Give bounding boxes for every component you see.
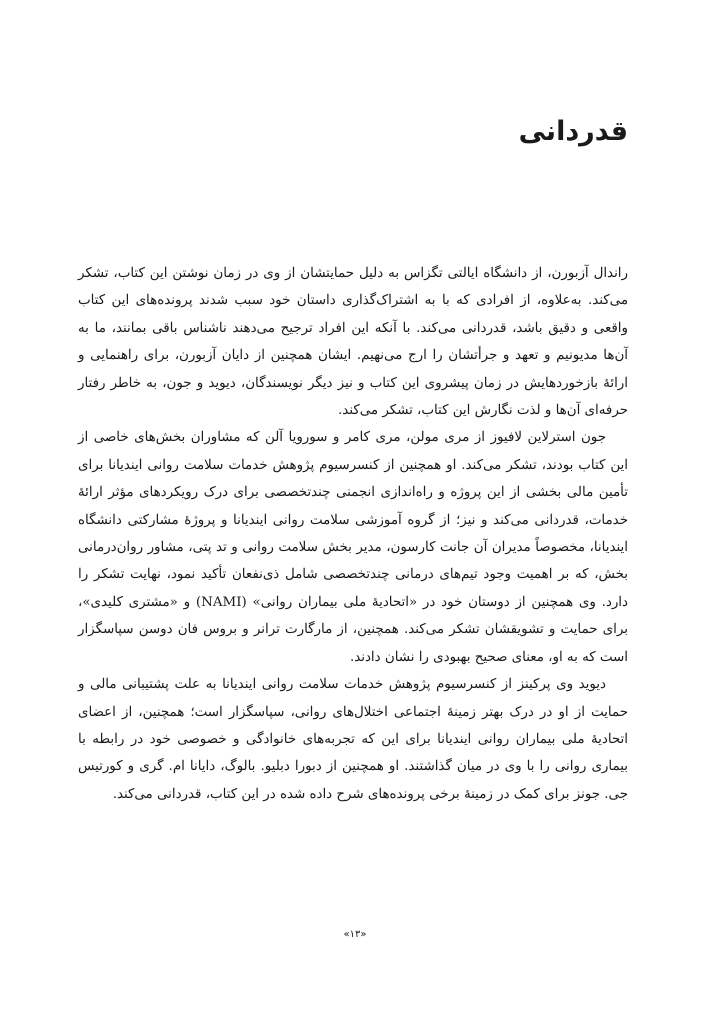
page-number: «۱۳» — [343, 929, 367, 940]
paragraph-lafuze: جون استرلاین لافیوز از مری مولن، مری کامر و سورویا آلن که مشاوران بخش‌های خاصی از این کتاب بودند، تشکر می‌کند. او همچنین از کنسرسیوم پژوهش خدمات سلامت روانی ایندیانا برای تأمین مالی بخشی از این پروژه و راه‌اندازی انجمنی چندتخصصی برای درک رویکردهای مؤثر ارائهٔ خدمات، قدردانی می‌کند و نیز؛ از گروه آموزشی سلامت روانی ایندیانا و پروژهٔ مشارکتی دانشگاه ایندیانا، مخصوصاً مدیران آن جانت کارسون، مدیر بخش سلامت روانی و تد پتی، مشاور روان‌درمانی بخش، که بر اهمیت وجود تیم‌های درمانی چندتخصصی شامل ذی‌نفعان تأکید نمود، نهایت تشکر را دارد. وی همچنین از دوستان خود در «اتحادیهٔ ملی بیماران روانی» (NAMI) و «مشتری کلیدی»، برای حمایت و تشویقشان تشکر می‌کند. همچنین، از مارگارت ترانر و بروس فان دوسن سپاسگزار است که به او، معنای صحیح بهبودی را نشان دادند. — [78, 430, 628, 665]
paragraph-perkins: دیوید وی پرکینز از کنسرسیوم پژوهش خدمات سلامت روانی ایندیانا به علت پشتیبانی مالی و حمایت از او در درک بهتر زمینهٔ اجتماعی اختلال‌های روانی، سپاسگزار است؛ همچنین، از اعضای اتحادیهٔ ملی بیماران روانی ایندیانا برای این که تجربه‌های خانوادگی و خصوصی خود در رابطه با بیماری روانی را با وی در میان گذاشتند. او همچنین از دبورا دبلیو. بالوگ، دایانا ام. گری و کورتیس جی. جونز برای کمک در زمینهٔ برخی پرونده‌های شرح داده شده در این کتاب، قدردانی می‌کند. — [78, 677, 628, 802]
acknowledgements-body — [78, 260, 628, 808]
paragraph-osborn: راندال آزبورن، از دانشگاه ایالتی تگزاس به دلیل حمایتشان از وی در زمان نوشتن این کتاب، تشکر می‌کند. به‌علاوه، از افرادی که با به اشتراک‌گذاری داستان خود سبب شدند پرونده‌های این کتاب واقعی و دقیق باشد، قدردانی می‌کند. با آنکه این افراد ترجیح می‌دهند ناشناس باقی بمانند، ما به آن‌ها مدیونیم و تعهد و جرأتشان را ارج می‌نهیم. ایشان همچنین از دایان آزبورن، برای راهنمایی و ارائهٔ بازخوردهایش در زمان پیشروی این کتاب و نیز دیگر نویسندگان، دیوید و جون، به خاطر رفتار حرفه‌ای آن‌ها و لذت نگارش این کتاب، تشکر می‌کند. — [78, 266, 628, 419]
page-title: قدردانی — [518, 116, 628, 147]
